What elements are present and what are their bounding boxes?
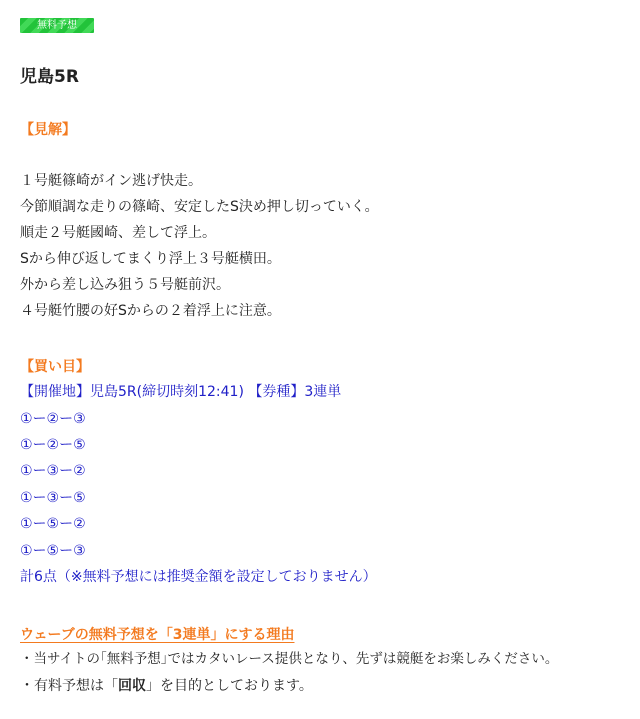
bet-combination: ①ー⑤ー③ <box>20 543 86 559</box>
reason-line-free: ・当サイトの｢無料予想｣ではカタいレース提供となり、先ずは競艇をお楽しみください。 <box>20 651 559 667</box>
bet-combination: ①ー②ー③ <box>20 411 86 427</box>
bets-heading: 【買い目】 <box>20 359 90 375</box>
analysis-line: 今節順調な走りの篠崎、安定したS決め押し切っていく。 <box>20 199 379 215</box>
bet-combination: ①ー②ー⑤ <box>20 437 86 453</box>
bet-total: 計6点（※無料予想には推奨金額を設定しておりません） <box>20 569 377 585</box>
reason-line-prefix: ・有料予想は「 <box>20 678 118 694</box>
analysis-line: １号艇篠崎がイン逃げ快走。 <box>20 173 202 189</box>
reason-heading: ウェーブの無料予想を「3連単」にする理由 <box>20 627 295 643</box>
reason-line-suffix: 」を目的としております。 <box>146 678 313 694</box>
venue-line: 【開催地】児島5R(締切時刻12:41) 【券種】3連単 <box>20 384 342 400</box>
analysis-heading: 【見解】 <box>20 122 76 138</box>
analysis-line: Sから伸び返してまくり浮上３号艇横田。 <box>20 251 281 267</box>
reason-line-bold: 回収 <box>118 678 146 694</box>
analysis-line: 順走２号艇國崎、差して浮上。 <box>20 225 216 241</box>
bet-combination: ①ー③ー② <box>20 463 86 479</box>
reason-line-paid <box>20 677 313 695</box>
analysis-line: ４号艇竹腰の好Sからの２着浮上に注意。 <box>20 303 281 319</box>
analysis-line: 外から差し込み狙う５号艇前沢。 <box>20 277 230 293</box>
free-prediction-badge: 無料予想 <box>20 18 94 33</box>
bet-combination: ①ー③ー⑤ <box>20 490 86 506</box>
bet-combination: ①ー⑤ー② <box>20 516 86 532</box>
page-title: 児島5R <box>20 67 79 87</box>
